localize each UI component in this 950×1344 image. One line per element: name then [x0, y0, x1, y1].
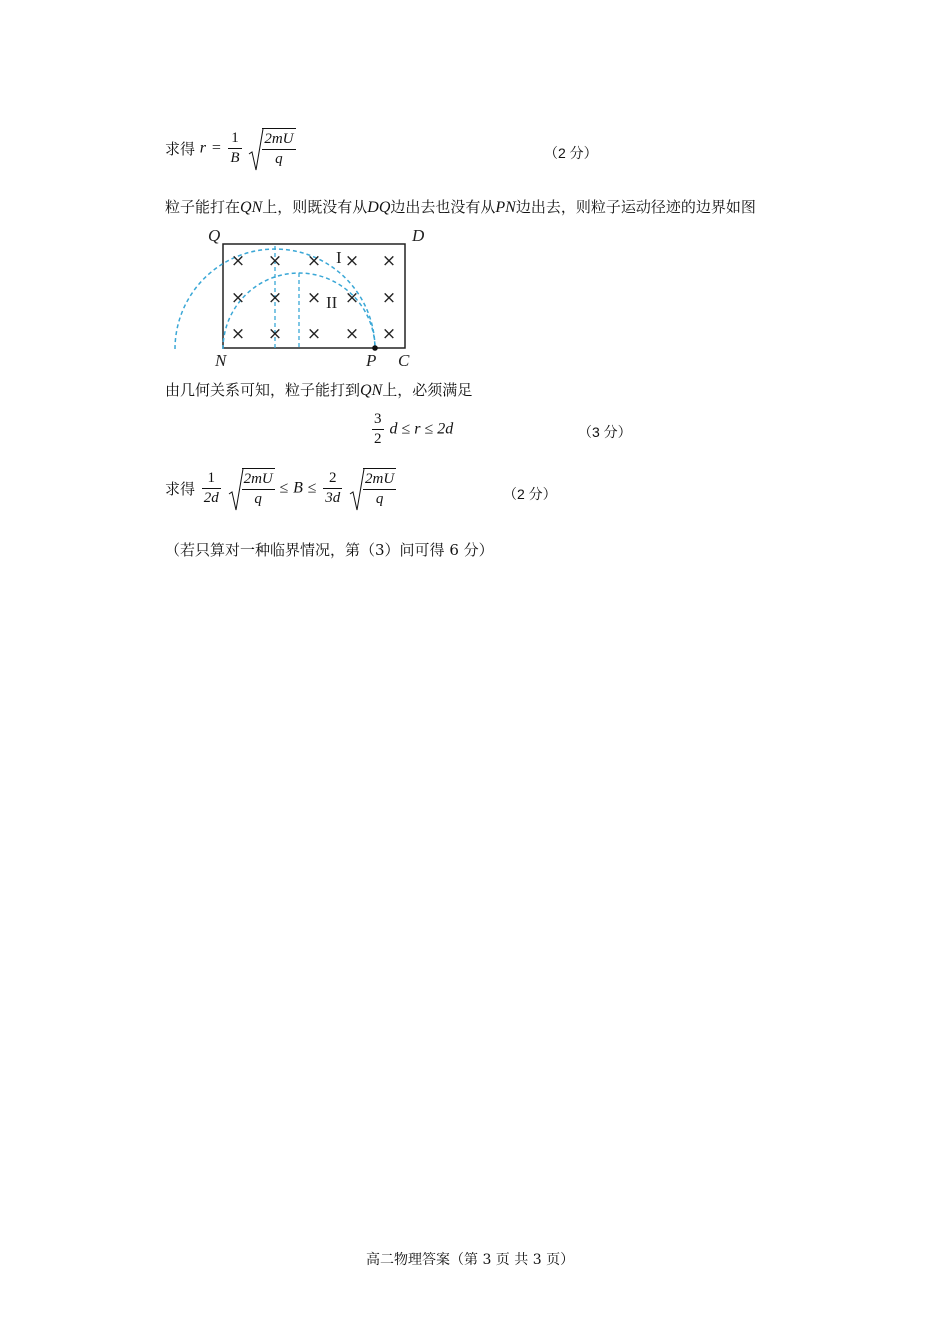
- paragraph-geometry: [165, 379, 472, 400]
- eq2-score: （3 分）: [578, 424, 632, 440]
- eq2-frac-num: 3: [372, 410, 384, 430]
- eq3-var-b: B: [293, 479, 303, 497]
- equation-inequality-r: [370, 410, 453, 449]
- eq2-rel-2: ≤: [424, 420, 434, 438]
- cross-mark: ×: [344, 324, 360, 344]
- magnetic-field-crosses: [231, 251, 396, 344]
- p1-text-3: 边出去也没有从: [390, 198, 496, 216]
- radical-sign-icon: [349, 468, 365, 512]
- eq1-frac-den: B: [230, 150, 240, 166]
- p2-text-2: 上，必须满足: [382, 381, 473, 399]
- p2-var-qn: QN: [360, 382, 383, 399]
- eq1-lead: 求得: [165, 140, 196, 158]
- cross-mark: ×: [344, 288, 360, 308]
- region-label-i: I: [336, 248, 342, 267]
- p1-var-dq: DQ: [367, 199, 391, 216]
- radical-sign-icon: [228, 468, 244, 512]
- eq3-rel-1: ≤: [279, 479, 289, 497]
- p1-var-qn: QN: [240, 199, 263, 216]
- eq2-rel-1: ≤: [401, 420, 411, 438]
- equation-r: [165, 128, 296, 174]
- paragraph-boundary: [165, 196, 756, 217]
- eq3-f1-den: 2d: [203, 490, 219, 506]
- eq1-score: （2 分）: [544, 145, 598, 161]
- eq3-fraction-1: [202, 469, 221, 508]
- cross-mark: ×: [267, 288, 283, 308]
- eq1-sqrt-den: q: [275, 151, 283, 167]
- eq2-var-d: d: [389, 420, 398, 438]
- eq3-f1-num: 1: [202, 469, 221, 489]
- eq3-s2-den: q: [375, 491, 384, 507]
- eq1-equals: =: [210, 139, 222, 157]
- cross-mark: ×: [267, 251, 283, 271]
- eq3-fraction-2: [323, 469, 342, 508]
- point-p-dot: [372, 345, 378, 351]
- corner-label-c: C: [398, 351, 410, 370]
- p1-text-1: 粒子能打在: [165, 198, 241, 216]
- cross-mark: ×: [230, 324, 246, 344]
- cross-mark: ×: [230, 288, 246, 308]
- region-label-ii: II: [326, 293, 338, 312]
- eq1-frac-num: 1: [228, 129, 241, 149]
- eq3-score: （2 分）: [503, 486, 557, 502]
- corner-label-d: D: [412, 226, 425, 245]
- eq2-frac-den: 2: [374, 431, 382, 447]
- eq3-lead: 求得: [165, 480, 196, 498]
- cross-mark: ×: [267, 324, 283, 344]
- cross-mark: ×: [381, 251, 397, 271]
- cross-mark: ×: [306, 251, 322, 271]
- eq3-sqrt-1: [228, 468, 275, 509]
- p1-var-pn: PN: [495, 199, 516, 216]
- eq3-f2-den: 3d: [325, 490, 341, 506]
- eq1-var: r: [199, 139, 207, 157]
- p2-text-1: 由几何关系可知，粒子能打到: [165, 381, 361, 399]
- cross-mark: ×: [381, 288, 397, 308]
- eq2-var-2d: 2d: [437, 420, 454, 438]
- eq3-s2-num: 2mU: [363, 470, 396, 490]
- cross-mark: ×: [306, 288, 322, 308]
- eq1-fraction: [228, 129, 241, 168]
- eq2-var-r: r: [414, 420, 421, 438]
- p1-text-2: 上，则既没有从: [262, 198, 368, 216]
- cross-mark: ×: [230, 251, 246, 271]
- eq1-sqrt-num: 2mU: [262, 130, 295, 150]
- eq2-fraction: [372, 410, 384, 449]
- radical-sign-icon: [248, 128, 264, 172]
- corner-label-q: Q: [208, 226, 221, 245]
- corner-label-p: P: [366, 351, 377, 370]
- eq3-rel-2: ≤: [307, 479, 317, 497]
- page-footer: 高二物理答案（第 3 页 共 3 页）: [366, 1252, 575, 1268]
- cross-mark: ×: [344, 251, 360, 271]
- cross-mark: ×: [381, 324, 397, 344]
- eq3-s1-num: 2mU: [242, 470, 275, 490]
- cross-mark: ×: [306, 324, 322, 344]
- eq3-sqrt-2: [349, 468, 396, 509]
- scoring-note: （若只算对一种临界情况，第（3）问可得 6 分）: [165, 541, 494, 559]
- eq3-s1-den: q: [254, 491, 262, 507]
- eq3-f2-num: 2: [323, 469, 342, 489]
- p1-text-4: 边出去，则粒子运动径迹的边界如图: [515, 198, 756, 216]
- equation-inequality-b: [165, 468, 396, 518]
- eq1-sqrt: [248, 128, 295, 169]
- corner-label-n: N: [215, 351, 227, 370]
- magnetic-field-diagram: [165, 222, 425, 372]
